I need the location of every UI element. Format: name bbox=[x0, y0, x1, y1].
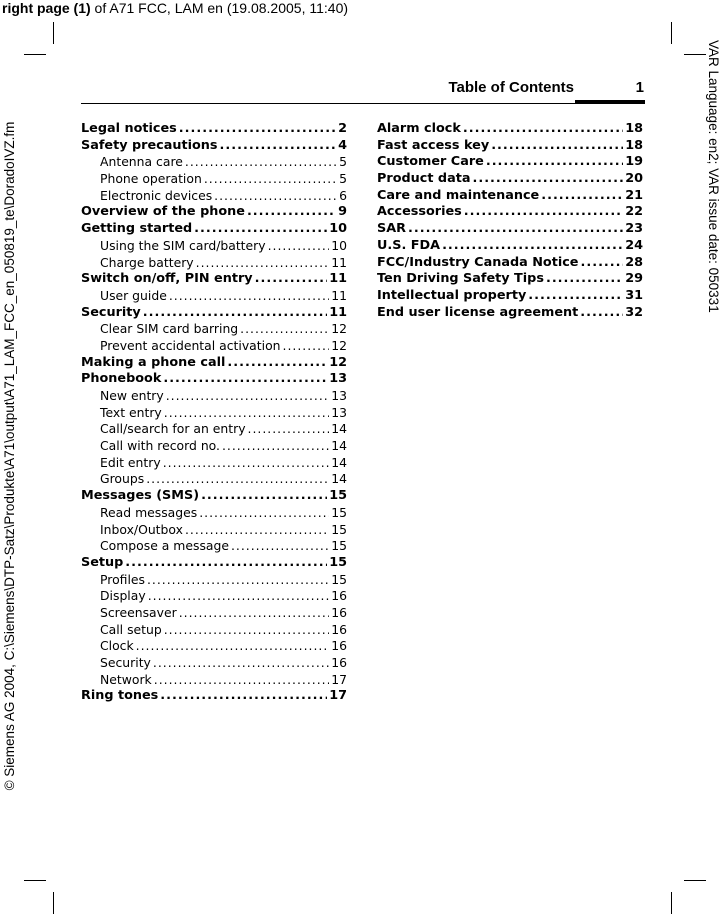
toc-leader-dots bbox=[546, 271, 623, 288]
toc-entry-page: 15 bbox=[331, 538, 347, 554]
toc-leader-dots bbox=[541, 188, 623, 205]
toc-entry-page: 13 bbox=[329, 371, 347, 387]
toc-entry[interactable] bbox=[81, 622, 347, 639]
toc-leader-dots bbox=[163, 371, 327, 388]
crop-mark bbox=[24, 54, 46, 55]
crop-mark bbox=[671, 22, 672, 44]
toc-entry-label: U.S. FDA bbox=[377, 237, 441, 253]
toc-entry-label: Clear SIM card barring bbox=[100, 321, 239, 337]
toc-entry-page: 13 bbox=[331, 404, 347, 420]
toc-entry-label: Care and maintenance bbox=[377, 187, 540, 203]
toc-entry-label: Legal notices bbox=[81, 121, 177, 136]
header-rule bbox=[81, 103, 645, 104]
toc-entry-label: Network bbox=[100, 671, 152, 687]
toc-entry-label: Making a phone call bbox=[81, 354, 226, 370]
toc-entry[interactable] bbox=[81, 305, 347, 322]
toc-leader-dots bbox=[214, 188, 337, 205]
toc-leader-dots bbox=[185, 154, 337, 171]
toc-entry-label: Customer Care bbox=[377, 154, 484, 170]
toc-entry-label: Compose a message bbox=[100, 538, 229, 554]
crop-mark bbox=[24, 880, 46, 881]
toc-entry-label: Accessories bbox=[377, 204, 462, 220]
toc-entry-page: 12 bbox=[331, 321, 347, 337]
toc-entry-page: 9 bbox=[338, 204, 347, 220]
toc-entry-page: 5 bbox=[339, 154, 347, 170]
toc-entry-label: Read messages bbox=[100, 504, 198, 520]
toc-entry-label: Ten Driving Safety Tips bbox=[377, 271, 544, 287]
toc-entry[interactable] bbox=[81, 688, 347, 705]
toc-entry-page: 28 bbox=[625, 254, 643, 270]
toc-entry-label: Intellectual property bbox=[377, 287, 527, 303]
toc-leader-dots bbox=[147, 572, 329, 589]
toc-entry-label: Antenna care bbox=[100, 154, 183, 170]
toc-leader-dots bbox=[163, 455, 330, 472]
toc-entry-label: End user license agreement bbox=[377, 304, 579, 320]
toc-entry-label: Inbox/Outbox bbox=[100, 521, 183, 537]
toc-entry-label: Screensaver bbox=[100, 604, 177, 620]
toc-leader-dots bbox=[164, 622, 329, 639]
crop-mark bbox=[53, 22, 54, 44]
toc-entry[interactable] bbox=[377, 154, 643, 171]
toc-entry-page: 6 bbox=[339, 187, 347, 203]
toc-leader-dots bbox=[227, 355, 327, 372]
toc-leader-dots bbox=[464, 204, 623, 221]
toc-leader-dots bbox=[240, 321, 329, 338]
toc-entry-label: Safety precautions bbox=[81, 137, 218, 153]
toc-entry-page: 2 bbox=[338, 121, 347, 136]
toc-leader-dots bbox=[201, 488, 327, 505]
file-path-margin-text: © Siemens AG 2004, C:\Siemens\DTP-Satz\Produkte\A71\output\A71_LAM_FCC_en_050819_te\DoradoIVZ.fm bbox=[2, 121, 17, 791]
toc-leader-dots bbox=[442, 238, 623, 255]
toc-leader-dots bbox=[199, 505, 329, 522]
toc-entry[interactable] bbox=[81, 421, 347, 438]
crop-mark bbox=[684, 54, 706, 55]
toc-entry[interactable] bbox=[81, 255, 347, 272]
toc-leader-dots bbox=[146, 471, 329, 488]
toc-entry-label: Security bbox=[81, 304, 141, 320]
toc-entry[interactable] bbox=[377, 138, 643, 155]
toc-entry-page: 5 bbox=[339, 171, 347, 187]
toc-entry-label: Prevent accidental activation bbox=[100, 337, 281, 353]
toc-entry-page: 11 bbox=[331, 287, 347, 303]
toc-entry-page: 17 bbox=[329, 688, 347, 704]
toc-entry-label: Call setup bbox=[100, 621, 162, 637]
toc-leader-dots bbox=[247, 204, 336, 221]
toc-leader-dots bbox=[463, 121, 623, 138]
toc-entry[interactable] bbox=[377, 238, 643, 255]
toc-leader-dots bbox=[231, 538, 329, 555]
toc-entry-label: Text entry bbox=[100, 404, 162, 420]
toc-leader-dots bbox=[153, 655, 329, 672]
toc-entry[interactable] bbox=[81, 605, 347, 622]
toc-leader-dots bbox=[185, 522, 329, 539]
page-title: Table of Contents bbox=[448, 79, 574, 96]
toc-entry-page: 15 bbox=[331, 571, 347, 587]
toc-entry[interactable] bbox=[81, 154, 347, 171]
toc-entry-label: Charge battery bbox=[100, 254, 194, 270]
toc-entry[interactable] bbox=[377, 204, 643, 221]
toc-entry-page: 11 bbox=[329, 304, 347, 320]
toc-entry-label: Clock bbox=[100, 638, 134, 654]
toc-leader-dots bbox=[220, 138, 337, 155]
toc-leader-dots bbox=[528, 288, 623, 305]
toc-entry[interactable] bbox=[81, 138, 347, 155]
print-job-info bbox=[2, 0, 348, 16]
toc-leader-dots bbox=[580, 305, 623, 322]
language-margin-text: VAR Language: en2; VAR issue date: 050331 bbox=[706, 40, 721, 313]
toc-leader-dots bbox=[169, 288, 329, 305]
toc-leader-dots bbox=[255, 271, 328, 288]
toc-column-left bbox=[81, 121, 347, 705]
toc-leader-dots bbox=[268, 238, 330, 255]
toc-entry-page: 17 bbox=[331, 671, 347, 687]
toc-entry[interactable] bbox=[81, 204, 347, 221]
toc-entry[interactable] bbox=[377, 288, 643, 305]
toc-entry-page: 12 bbox=[329, 354, 347, 370]
toc-entry-page: 13 bbox=[331, 388, 347, 403]
toc-entry-label: New entry bbox=[100, 388, 164, 403]
toc-entry-label: User guide bbox=[100, 287, 167, 303]
crop-mark bbox=[671, 892, 672, 914]
toc-entry-page: 18 bbox=[625, 121, 643, 136]
toc-entry[interactable] bbox=[81, 338, 347, 355]
toc-entry[interactable] bbox=[81, 471, 347, 488]
toc-entry[interactable] bbox=[377, 271, 643, 288]
toc-entry-page: 19 bbox=[625, 154, 643, 170]
toc-entry[interactable] bbox=[81, 538, 347, 555]
toc-leader-dots bbox=[148, 588, 330, 605]
toc-entry-page: 18 bbox=[625, 137, 643, 153]
toc-entry-page: 10 bbox=[329, 221, 347, 237]
toc-entry[interactable] bbox=[81, 388, 347, 405]
toc-leader-dots bbox=[164, 405, 329, 422]
toc-entry[interactable] bbox=[81, 488, 347, 505]
toc-entry-page: 10 bbox=[331, 237, 347, 253]
toc-entry-page: 14 bbox=[331, 421, 347, 437]
toc-leader-dots bbox=[408, 221, 623, 238]
toc-entry-label: Edit entry bbox=[100, 454, 161, 470]
toc-entry[interactable] bbox=[81, 405, 347, 422]
toc-entry[interactable] bbox=[81, 221, 347, 238]
toc-entry-page: 32 bbox=[625, 304, 643, 320]
toc-leader-dots bbox=[154, 672, 329, 689]
toc-entry-page: 11 bbox=[331, 254, 347, 270]
print-job-detail: of A71 FCC, LAM en (19.08.2005, 11:40) bbox=[90, 0, 349, 16]
toc-entry-page: 15 bbox=[329, 488, 347, 504]
toc-leader-dots bbox=[283, 338, 330, 355]
toc-entry-label: Call with record no. bbox=[100, 438, 220, 454]
print-job-page: right page (1) bbox=[2, 0, 91, 16]
toc-leader-dots bbox=[196, 255, 330, 272]
toc-entry-page: 16 bbox=[331, 604, 347, 620]
toc-entry-label: Display bbox=[100, 588, 146, 604]
toc-entry[interactable] bbox=[377, 171, 643, 188]
toc-entry[interactable] bbox=[81, 455, 347, 472]
toc-entry-label: Fast access key bbox=[377, 137, 490, 153]
toc-entry[interactable] bbox=[81, 371, 347, 388]
toc-entry-page: 14 bbox=[331, 454, 347, 470]
toc-entry-label: Switch on/off, PIN entry bbox=[81, 271, 253, 287]
toc-entry[interactable] bbox=[81, 505, 347, 522]
toc-entry[interactable] bbox=[81, 188, 347, 205]
toc-entry[interactable] bbox=[81, 438, 347, 455]
toc-entry[interactable] bbox=[81, 588, 347, 605]
toc-entry-page: 4 bbox=[338, 137, 347, 153]
toc-leader-dots bbox=[204, 171, 337, 188]
header-rule-accent bbox=[575, 100, 645, 103]
toc-entry-label: Phone operation bbox=[100, 171, 202, 187]
toc-entry-label: Profiles bbox=[100, 571, 145, 587]
toc-entry[interactable] bbox=[81, 321, 347, 338]
toc-entry-page: 16 bbox=[331, 588, 347, 604]
toc-entry-label: Setup bbox=[81, 554, 124, 570]
toc-entry[interactable] bbox=[81, 271, 347, 288]
toc-entry-page: 24 bbox=[625, 237, 643, 253]
toc-entry[interactable] bbox=[81, 171, 347, 188]
toc-entry-label: FCC/Industry Canada Notice bbox=[377, 254, 579, 270]
toc-entry[interactable] bbox=[81, 355, 347, 372]
toc-entry[interactable] bbox=[81, 555, 347, 572]
toc-entry-label: SAR bbox=[377, 221, 406, 237]
toc-entry[interactable] bbox=[81, 672, 347, 689]
toc-entry-label: Messages (SMS) bbox=[81, 488, 200, 504]
toc-entry-label: Alarm clock bbox=[377, 121, 461, 136]
toc-entry-page: 16 bbox=[331, 621, 347, 637]
toc-leader-dots bbox=[125, 555, 327, 572]
toc-leader-dots bbox=[222, 438, 329, 455]
toc-entry[interactable] bbox=[81, 638, 347, 655]
toc-entry-label: Electronic devices bbox=[100, 187, 213, 203]
toc-entry-page: 23 bbox=[625, 221, 643, 237]
toc-leader-dots bbox=[472, 171, 623, 188]
toc-leader-dots bbox=[580, 255, 623, 272]
toc-entry-page: 15 bbox=[331, 521, 347, 537]
toc-entry[interactable] bbox=[377, 305, 643, 322]
toc-entry-page: 16 bbox=[331, 638, 347, 654]
toc-entry[interactable] bbox=[377, 221, 643, 238]
toc-leader-dots bbox=[486, 154, 623, 171]
toc-leader-dots bbox=[136, 638, 330, 655]
toc-entry-label: Security bbox=[100, 655, 151, 670]
toc-entry-page: 14 bbox=[331, 438, 347, 454]
toc-entry[interactable] bbox=[81, 121, 347, 138]
toc-leader-dots bbox=[179, 121, 336, 138]
toc-entry[interactable] bbox=[377, 255, 643, 272]
page-number: 1 bbox=[635, 79, 644, 96]
toc-entry[interactable] bbox=[81, 522, 347, 539]
toc-entry-label: Groups bbox=[100, 471, 145, 487]
toc-entry-label: Call/search for an entry bbox=[100, 421, 246, 437]
toc-entry[interactable] bbox=[377, 188, 643, 205]
toc-entry-label: Getting started bbox=[81, 221, 193, 237]
toc-leader-dots bbox=[166, 388, 329, 405]
toc-column-right bbox=[377, 121, 643, 321]
toc-entry-label: Ring tones bbox=[81, 688, 159, 704]
toc-leader-dots bbox=[194, 221, 327, 238]
crop-mark bbox=[53, 892, 54, 914]
toc-entry-page: 16 bbox=[331, 655, 347, 670]
toc-entry[interactable] bbox=[377, 121, 643, 138]
toc-entry-page: 21 bbox=[625, 187, 643, 203]
toc-entry-page: 15 bbox=[329, 554, 347, 570]
toc-leader-dots bbox=[491, 138, 623, 155]
toc-entry-page: 20 bbox=[625, 171, 643, 187]
toc-entry-label: Phonebook bbox=[81, 371, 162, 387]
toc-entry-page: 31 bbox=[625, 287, 643, 303]
toc-entry-label: Using the SIM card/battery bbox=[100, 237, 266, 253]
toc-entry-label: Product data bbox=[377, 171, 471, 187]
crop-mark bbox=[684, 880, 706, 881]
toc-leader-dots bbox=[160, 688, 327, 705]
toc-entry[interactable] bbox=[81, 288, 347, 305]
toc-entry-page: 22 bbox=[625, 204, 643, 220]
toc-entry-page: 12 bbox=[331, 337, 347, 353]
toc-entry[interactable] bbox=[81, 655, 347, 672]
toc-leader-dots bbox=[179, 605, 330, 622]
toc-leader-dots bbox=[143, 305, 327, 322]
toc-entry-page: 11 bbox=[329, 271, 347, 287]
toc-entry[interactable] bbox=[81, 572, 347, 589]
toc-entry-page: 14 bbox=[331, 471, 347, 487]
toc-leader-dots bbox=[248, 421, 330, 438]
toc-entry-page: 29 bbox=[625, 271, 643, 287]
toc-entry-page: 15 bbox=[331, 504, 347, 520]
toc-entry[interactable] bbox=[81, 238, 347, 255]
toc-entry-label: Overview of the phone bbox=[81, 204, 245, 220]
